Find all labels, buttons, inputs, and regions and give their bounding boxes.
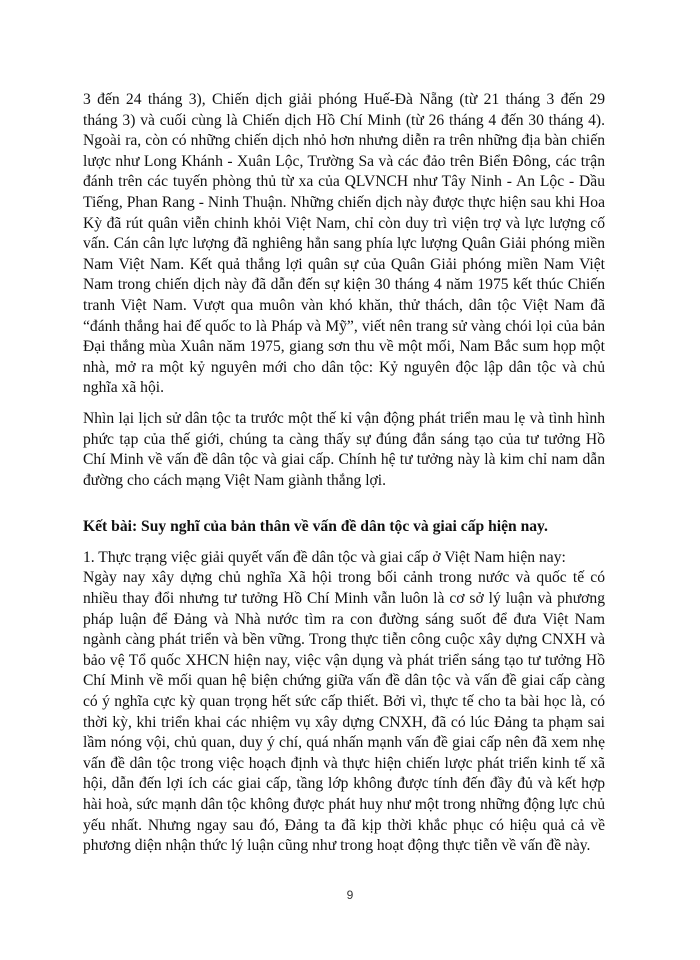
paragraph-reflection: Nhìn lại lịch sử dân tộc ta trước một thế kỉ vận động phát triển mau lẹ và tình hình phức tạp của thế giới, chúng ta càng thấy sự đúng đắn sáng tạo của tư tưởng Hồ Chí Minh về vấn đề dân tộc và giai cấp. Chính hệ tư tưởng này là kim chỉ nam dẫn đường cho cách mạng Việt Nam giành thắng lợi. <box>83 409 605 489</box>
page-number: 9 <box>346 888 354 902</box>
section-heading: Kết bài: Suy nghĩ của bản thân về vấn đề dân tộc và giai cấp hiện nay. <box>83 518 548 536</box>
paragraph-campaigns: 3 đến 24 tháng 3), Chiến dịch giải phóng Huế-Đà Nẵng (từ 21 tháng 3 đến 29 tháng 3) và cuối cùng là Chiến dịch Hồ Chí Minh (từ 26 tháng 4 đến 30 tháng 4). Ngoài ra, còn có những chiến dịch nhỏ hơn nhưng diễn ra trên những địa bàn chiến lược như Long Khánh - Xuân Lộc, Trường Sa và các đảo trên Biển Đông, các trận đánh trên các tuyến phòng thủ từ xa của QLVNCH như Tây Ninh - An Lộc - Dầu Tiếng, Phan Rang - Ninh Thuận. Những chiến dịch này được thực hiện sau khi Hoa Kỳ đã rút quân viễn chinh khỏi Việt Nam, chỉ còn duy trì viện trợ và lực lượng cố vấn. Cán cân lực lượng đã nghiêng hẳn sang phía lực lượng Quân Giải phóng miền Nam Việt Nam. Kết quả thắng lợi quân sự của Quân Giải phóng miền Nam Việt Nam trong chiến dịch này đã dẫn đến sự kiện 30 tháng 4 năm 1975 kết thúc Chiến tranh Việt Nam. Vượt qua muôn vàn khó khăn, thử thách, dân tộc Việt Nam đã “đánh thắng hai đế quốc to là Pháp và Mỹ”, viết nên trang sử vàng chói lọi của bản Đại thắng mùa Xuân năm 1975, giang sơn thu về một mối, Nam Bắc sum họp một nhà, mở ra một kỷ nguyên mới cho dân tộc: Kỷ nguyên độc lập dân tộc và chủ nghĩa xã hội. <box>83 91 605 397</box>
paragraph-current-situation: Ngày nay xây dựng chủ nghĩa Xã hội trong bối cảnh trong nước và quốc tế có nhiều thay đổi nhưng tư tưởng Hồ Chí Minh vẫn luôn là cơ sở lý luận và phương pháp luận để Đảng và Nhà nước tìm ra con đường sáng suốt để đưa Việt Nam ngành càng phát triển và bền vững. Trong thực tiễn công cuộc xây dựng CNXH và bảo vệ Tổ quốc XHCN hiện nay, việc vận dụng và phát triển sáng tạo tư tưởng Hồ Chí Minh về mối quan hệ biện chứng giữa vấn đề dân tộc và vấn đề giai cấp càng có ý nghĩa cực kỳ quan trọng hết sức cấp thiết. Bởi vì, thực tế cho ta bài học là, có thời kỳ, khi triển khai các nhiệm vụ xây dựng CNXH, đã có lúc Đảng ta phạm sai lầm nóng vội, chủ quan, duy ý chí, quá nhấn mạnh vấn đề giai cấp nên đã xem nhẹ vấn đề dân tộc trong việc hoạch định và thực hiện chiến lược phát triển kinh tế xã hội, dẫn đến lợi ích các giai cấp, tầng lớp không được tính đến đầy đủ và kết hợp hài hoà, sức mạnh dân tộc không được phát huy như một trong những động lực chủ yếu nhất. Nhưng ngay sau đó, Đảng ta đã kịp thời khắc phục có hiệu quả cả về phương diện nhận thức lý luận cũng như trong hoạt động thực tiễn về vấn đề này. <box>83 569 605 855</box>
section-subheading: 1. Thực trạng việc giải quyết vấn đề dân tộc và giai cấp ở Việt Nam hiện nay: <box>83 548 566 566</box>
page-content <box>83 90 605 857</box>
